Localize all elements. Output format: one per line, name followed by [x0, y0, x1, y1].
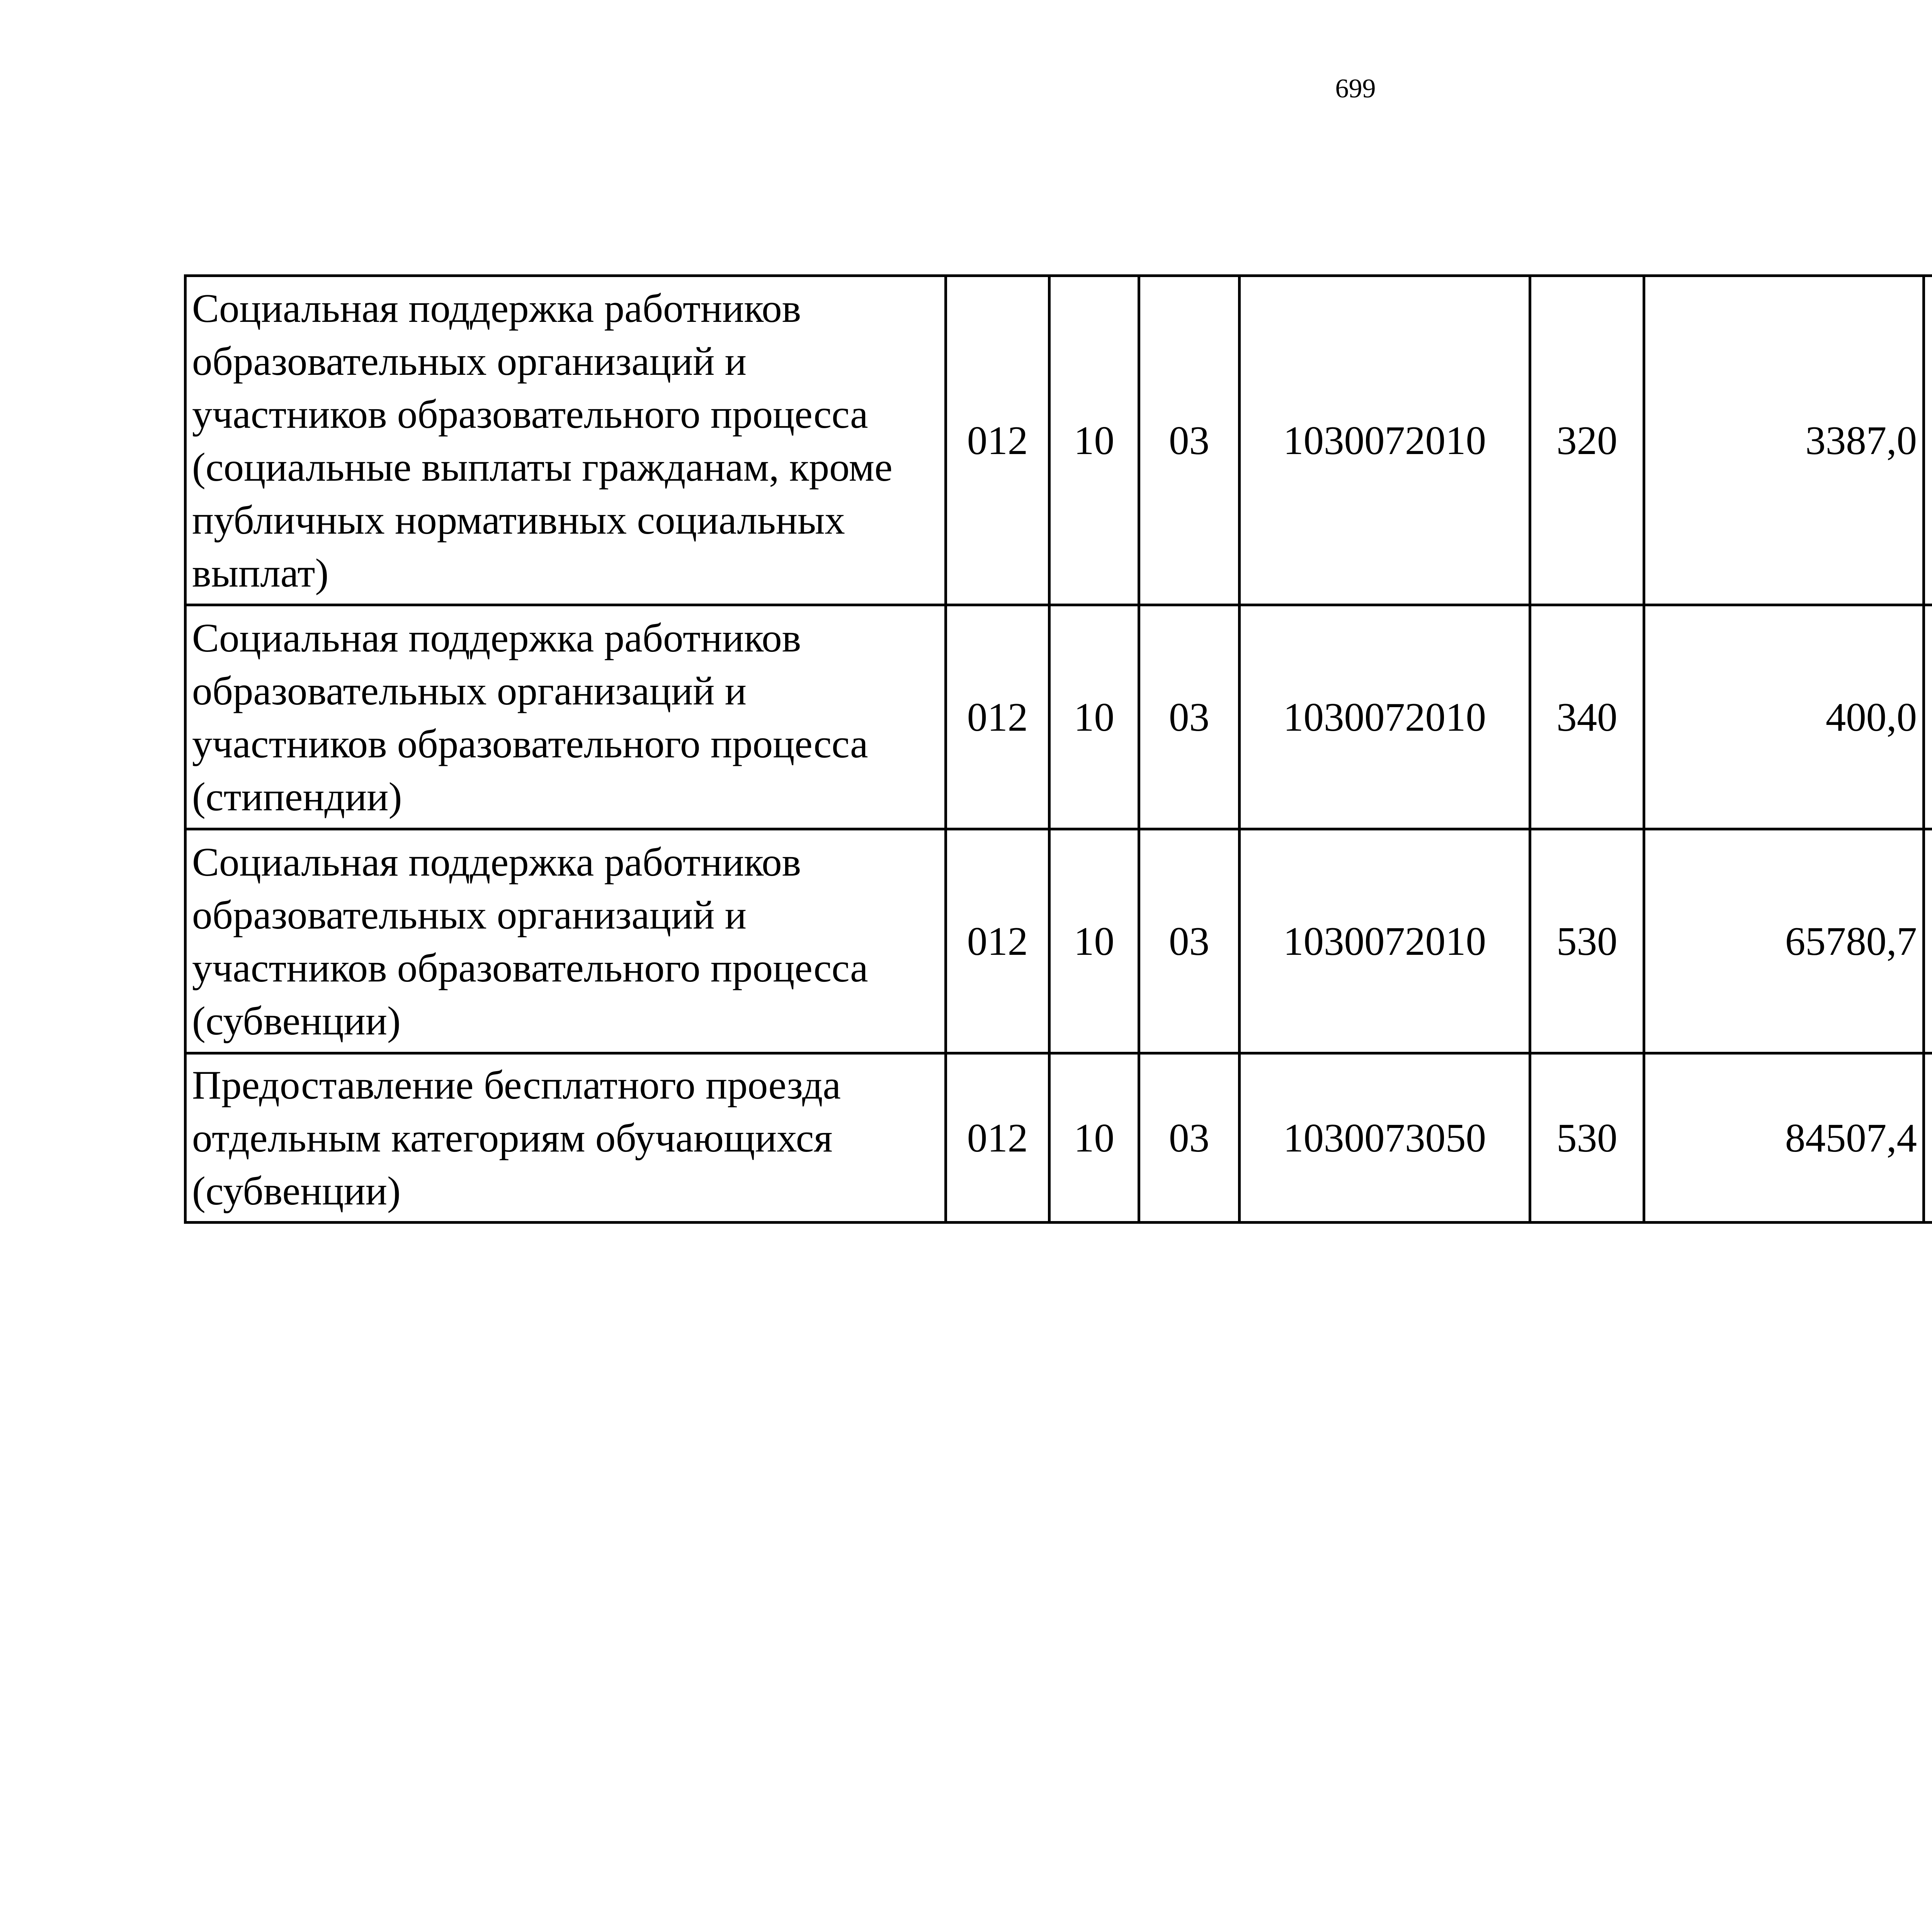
cell-description: Социальная поддержка работников образовательных организаций и участников образовательного процесса (субвенции)	[185, 829, 946, 1053]
cell-ministry-code: 012	[946, 605, 1049, 829]
cell-subsection: 03	[1139, 276, 1240, 605]
cell-target-article: 1030072010	[1240, 829, 1530, 1053]
page-number: 699	[1335, 74, 1376, 104]
cell-target-article: 1030072010	[1240, 276, 1530, 605]
cell-target-article: 1030072010	[1240, 605, 1530, 829]
cell-description: Социальная поддержка работников образовательных организаций и участников образовательного процесса (социальные выплаты гражданам, кроме публичных нормативных социальных выплат)	[185, 276, 946, 605]
cell-subsection: 03	[1139, 1053, 1240, 1223]
cell-target-article: 1030073050	[1240, 1053, 1530, 1223]
cell-subsection: 03	[1139, 605, 1240, 829]
cell-amount-2	[1924, 605, 1932, 829]
cell-description: Предоставление бесплатного проезда отдельным категориям обучающихся (субвенции)	[185, 1053, 946, 1223]
cell-subsection: 03	[1139, 829, 1240, 1053]
table-row	[185, 276, 1932, 605]
cell-description: Социальная поддержка работников образовательных организаций и участников образовательного процесса (стипендии)	[185, 605, 946, 829]
table-row	[185, 829, 1932, 1053]
cell-expense-type: 530	[1530, 1053, 1644, 1223]
cell-expense-type: 530	[1530, 829, 1644, 1053]
cell-ministry-code: 012	[946, 829, 1049, 1053]
table-row	[185, 605, 1932, 829]
cell-amount-2	[1924, 829, 1932, 1053]
cell-amount-1: 400,0	[1644, 605, 1924, 829]
cell-section: 10	[1049, 829, 1139, 1053]
cell-section: 10	[1049, 605, 1139, 829]
cell-ministry-code: 012	[946, 1053, 1049, 1223]
cell-section: 10	[1049, 1053, 1139, 1223]
cell-section: 10	[1049, 276, 1139, 605]
cell-expense-type: 340	[1530, 605, 1644, 829]
cell-amount-1: 84507,4	[1644, 1053, 1924, 1223]
cell-amount-2	[1924, 1053, 1932, 1223]
cell-amount-1: 3387,0	[1644, 276, 1924, 605]
cell-amount-2	[1924, 276, 1932, 605]
budget-table	[184, 274, 1932, 1224]
cell-ministry-code: 012	[946, 276, 1049, 605]
cell-amount-1: 65780,7	[1644, 829, 1924, 1053]
cell-expense-type: 320	[1530, 276, 1644, 605]
table-row	[185, 1053, 1932, 1223]
